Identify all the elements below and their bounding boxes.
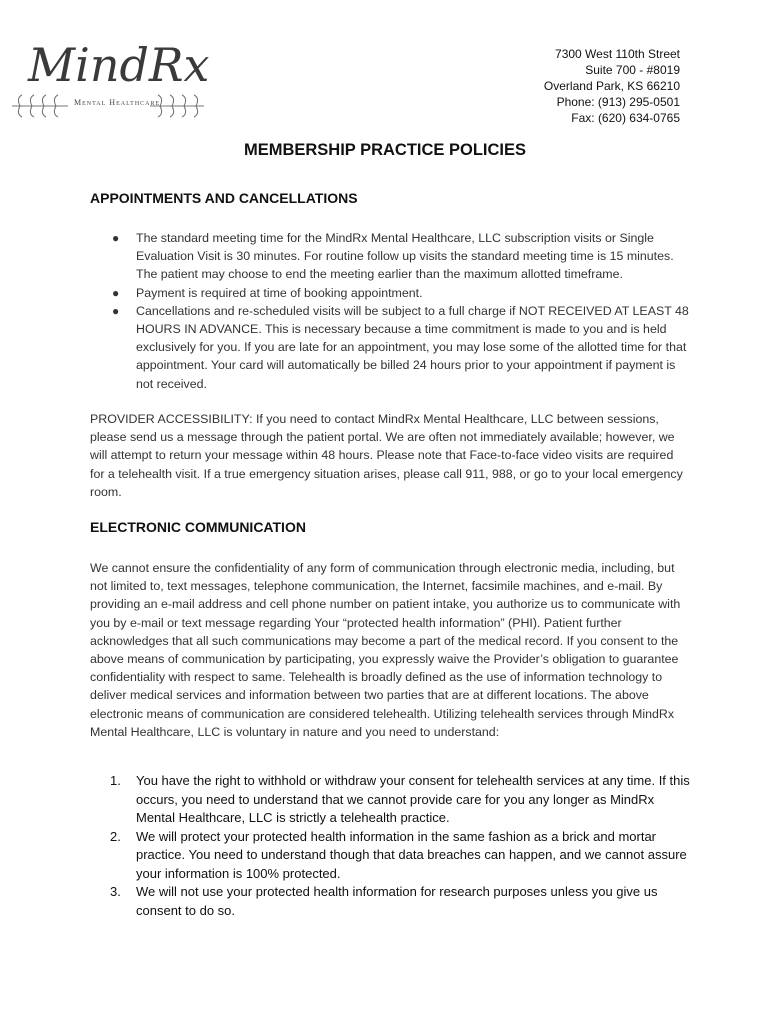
address-street: 7300 West 110th Street xyxy=(555,47,680,61)
electronic-communication-heading: ELECTRONIC COMMUNICATION xyxy=(90,519,306,535)
list-item-text: We will protect your protected health information in the same fashion as a brick and mortar practice. You need to understand though that data breaches can happen, and we cannot assure your information is 100% protected. xyxy=(136,828,687,881)
address-city: Overland Park, KS 66210 xyxy=(543,79,680,93)
practice-address-block xyxy=(544,46,680,126)
bullet-text: Cancellations and re-scheduled visits will be subject to a full charge if NOT RECEIVED AT LEAST 48 HOURS IN ADVANCE. This is necessary because a time commitment is made to you and is held exclusively for you. If you are late for an appointment, you may lose some of the allotted time for that appointment. Your card will automatically be billed 24 hours prior to your appointment if payment is not received. xyxy=(136,303,689,391)
address-fax: Fax: (620) 634-0765 xyxy=(571,111,680,125)
list-item xyxy=(90,828,690,884)
bullet-icon: ● xyxy=(112,303,120,318)
list-number: 3. xyxy=(110,884,121,899)
list-item xyxy=(90,883,690,920)
telehealth-understanding-list xyxy=(90,772,690,920)
logo-laurel-branch-icon xyxy=(8,90,208,124)
bullet-text: The standard meeting time for the MindRx Mental Healthcare, LLC subscription visits or Single Evaluation Visit is 30 minutes. For routine follow up visits the standard meeting time is 15 minutes. The patient may choose to end the meeting earlier than the maximum allotted timeframe. xyxy=(136,231,674,282)
appointments-heading: APPOINTMENTS AND CANCELLATIONS xyxy=(90,190,358,206)
logo-subtitle-text: Mental Healthcare xyxy=(74,98,161,107)
document-title: MEMBERSHIP PRACTICE POLICIES xyxy=(243,141,527,159)
list-number: 1. xyxy=(110,773,121,788)
bullet-icon: ● xyxy=(112,285,120,300)
list-item xyxy=(90,772,690,828)
company-logo xyxy=(8,38,213,130)
list-item-text: You have the right to withhold or withdraw your consent for telehealth services at any time. If this occurs, you need to understand that we cannot provide care for you any longer as MindRx Mental Healthcare, LLC is strictly a telehealth practice. xyxy=(136,773,690,825)
list-item-text: We will not use your protected health information for research purposes unless you give us consent to do so. xyxy=(136,884,658,918)
bullet-icon: ● xyxy=(112,231,120,245)
list-number: 2. xyxy=(110,828,121,844)
bullet-text: Payment is required at time of booking appointment. xyxy=(136,285,423,300)
electronic-communication-paragraph: We cannot ensure the confidentiality of any form of communication through electronic media, including, but not limited to, text messages, telephone communication, the Internet, facsimile machines, and e-mail. By providing an e-mail address and cell phone number on patient intake, you authorize us to communicate with you by e-mail or text message regarding Your “protected health information” (PHI). Patient further acknowledges that all such communications may become a part of the medical record. If you consent to the above means of communication by participating, you expressly waive the Provider’s obligation to guarantee confidentiality with respect to same. Telehealth is broadly defined as the use of information technology to deliver medical services and information between two parties that are at different locations. The above electronic means of communication are considered telehealth. Utilizing telehealth services through MindRx Mental Healthcare, LLC is voluntary in nature and you need to understand: xyxy=(90,561,681,739)
list-item xyxy=(90,229,690,284)
provider-accessibility-paragraph: PROVIDER ACCESSIBILITY: If you need to contact MindRx Mental Healthcare, LLC between sessions, please send us a message through the patient portal. We are often not immediately available; however, we will attempt to return your message within 48 hours. Please note that Face-to-face video visits are required for a telehealth visit. If a true emergency situation arises, please call 911, 988, or go to your local emergency room. xyxy=(90,412,683,499)
address-suite: Suite 700 - #8019 xyxy=(585,63,680,77)
list-item xyxy=(90,284,690,302)
list-item xyxy=(90,302,690,393)
logo-brand-text: MindRx xyxy=(28,38,210,92)
appointments-bullet-list xyxy=(90,229,690,393)
address-phone: Phone: (913) 295-0501 xyxy=(556,95,680,109)
